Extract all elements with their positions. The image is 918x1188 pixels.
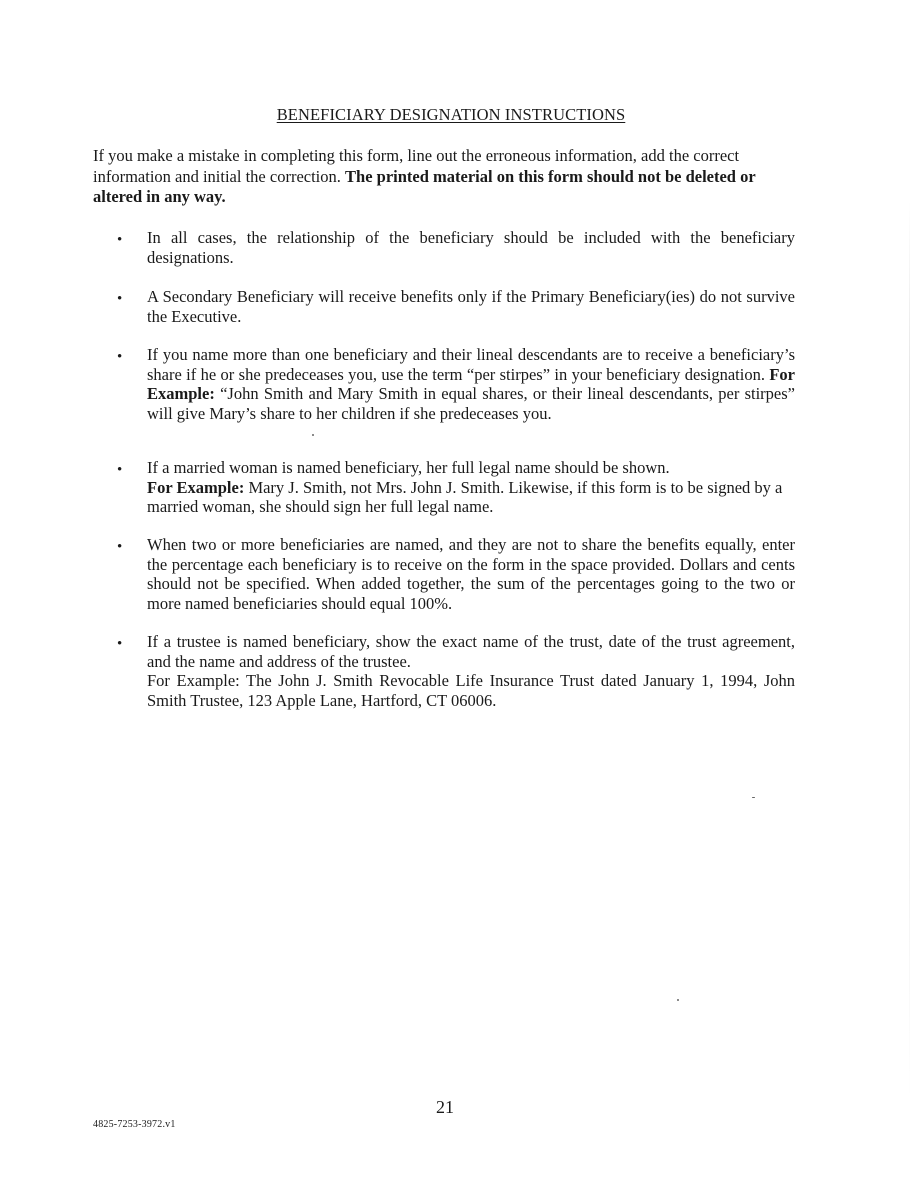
bullet-marker: • xyxy=(117,232,123,248)
stray-mark xyxy=(312,434,314,436)
scan-edge-line xyxy=(909,200,910,1100)
list-item-text: When two or more beneficiaries are named, and they are not to share the benefits equally, enter the percentage each beneficiary is to receive on the form in the space provided. Dollars and cents should not be specified. When added together, the sum of the percentages going to the two or more named beneficiaries should equal 100%. xyxy=(147,535,795,613)
bullet-marker: • xyxy=(117,349,123,365)
list-item-text: In all cases, the relationship of the beneficiary should be included with the beneficiary designations. xyxy=(147,228,795,267)
page-number: 21 xyxy=(436,1097,454,1117)
list-item-text xyxy=(147,345,795,423)
married-woman-example: Mary J. Smith, not Mrs. John J. Smith. Likewise, if this form is to be signed by a married woman, she should sign her full legal name. xyxy=(147,477,783,516)
list-item-text xyxy=(147,632,795,710)
trustee-example: For Example: The John J. Smith Revocable Life Insurance Trust dated January 1, 1994, John Smith Trustee, 123 Apple Lane, Hartford, CT 06006. xyxy=(147,671,795,710)
intro-bold-text: The printed material on this form should not be deleted or altered in any way. xyxy=(93,166,756,206)
page-title: BENEFICIARY DESIGNATION INSTRUCTIONS xyxy=(276,105,626,124)
stray-mark xyxy=(677,999,679,1001)
trustee-text: If a trustee is named beneficiary, show the exact name of the trust, date of the trust agreement, and the name and address of the trustee. xyxy=(147,632,795,671)
bullet-marker: • xyxy=(117,636,123,652)
stray-mark xyxy=(752,797,755,798)
per-stirpes-text: If you name more than one beneficiary and their lineal descendants are to receive a beneficiary’s share if he or she predeceases you, use the term “per stirpes” in your beneficiary designation. xyxy=(147,345,795,384)
bullet-marker: • xyxy=(117,291,123,307)
per-stirpes-example: “John Smith and Mary Smith in equal shares, or their lineal descendants, per stirpes” will give Mary’s share to her children if she predeceases you. xyxy=(147,384,796,423)
bullet-marker: • xyxy=(117,539,123,555)
bullet-marker: • xyxy=(117,462,123,478)
list-item-text xyxy=(147,458,795,517)
for-example-label: For Example: xyxy=(147,477,245,497)
intro-plain-text: If you make a mistake in completing this form, line out the erroneous information, add the correct information and initial the correction. xyxy=(93,146,740,186)
married-woman-text: If a married woman is named beneficiary, her full legal name should be shown. xyxy=(147,458,670,477)
list-item-text: A Secondary Beneficiary will receive benefits only if the Primary Beneficiary(ies) do not survive the Executive. xyxy=(147,287,795,326)
intro-paragraph xyxy=(93,146,803,208)
document-id: 4825-7253-3972.v1 xyxy=(93,1119,176,1130)
for-example-label: For Example: xyxy=(147,364,795,403)
